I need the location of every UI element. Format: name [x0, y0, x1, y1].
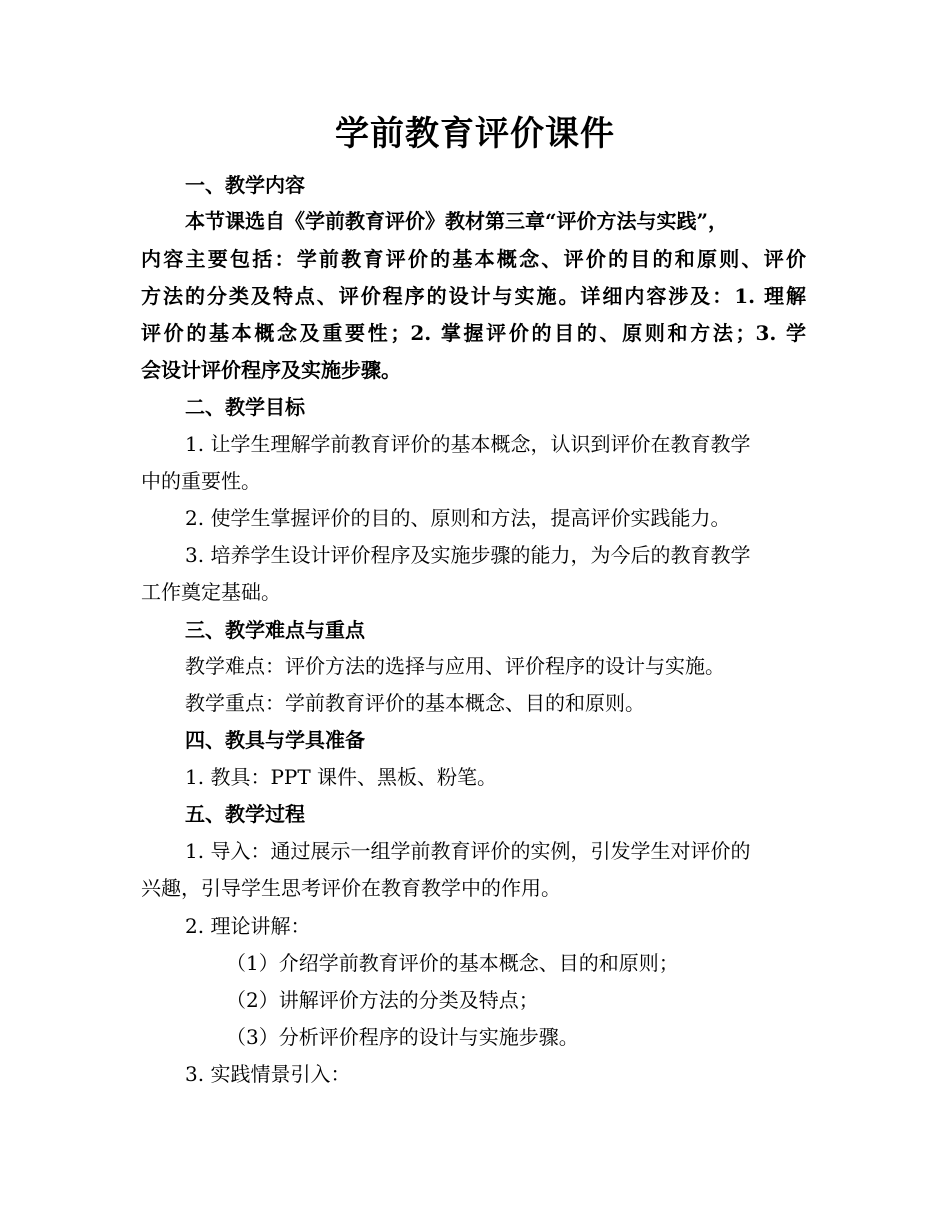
paragraph-line: 方法的分类及特点、评价程序的设计与实施。详细内容涉及：1. 理解 [141, 284, 806, 308]
paragraph-line: 中的重要性。 [141, 469, 261, 493]
paragraph-line: 内容主要包括：学前教育评价的基本概念、评价的目的和原则、评价 [141, 247, 806, 271]
paragraph-line: 2. 使学生掌握评价的目的、原则和方法，提高评价实践能力。 [185, 506, 731, 530]
paragraph-line: 3. 实践情景引入： [185, 1062, 351, 1086]
paragraph-line: 2. 理论讲解： [185, 914, 311, 938]
paragraph-line: 教学重点：学前教育评价的基本概念、目的和原则。 [185, 691, 645, 715]
section-heading-content: 一、教学内容 [185, 173, 305, 197]
section-heading-tools: 四、教具与学具准备 [185, 728, 365, 752]
section-heading-difficulties: 三、教学难点与重点 [185, 618, 365, 642]
paragraph-line: 1. 教具：PPT 课件、黑板、粉笔。 [185, 765, 498, 789]
paragraph-line: 1. 导入：通过展示一组学前教育评价的实例，引发学生对评价的 [185, 839, 751, 863]
section-heading-objectives: 二、教学目标 [185, 395, 305, 419]
paragraph-line: （2）讲解评价方法的分类及特点； [226, 988, 539, 1012]
document-title: 学前教育评价课件 [335, 114, 615, 154]
paragraph-line: 1. 让学生理解学前教育评价的基本概念，认识到评价在教育教学 [185, 432, 751, 456]
paragraph-line: 兴趣，引导学生思考评价在教育教学中的作用。 [141, 876, 561, 900]
paragraph-line: （3）分析评价程序的设计与实施步骤。 [226, 1025, 579, 1049]
paragraph-line: 3. 培养学生设计评价程序及实施步骤的能力，为今后的教育教学 [185, 543, 751, 567]
paragraph-line: 会设计评价程序及实施步骤。 [141, 358, 401, 382]
paragraph-line: （1）介绍学前教育评价的基本概念、目的和原则； [226, 951, 679, 975]
section-heading-process: 五、教学过程 [185, 802, 305, 826]
paragraph-line: 工作奠定基础。 [141, 580, 281, 604]
paragraph-line: 评价的基本概念及重要性；2. 掌握评价的目的、原则和方法；3. 学 [141, 321, 806, 345]
paragraph-line: 教学难点：评价方法的选择与应用、评价程序的设计与实施。 [185, 654, 725, 678]
paragraph-line: 本节课选自《学前教育评价》教材第三章“评价方法与实践”， [185, 209, 729, 233]
